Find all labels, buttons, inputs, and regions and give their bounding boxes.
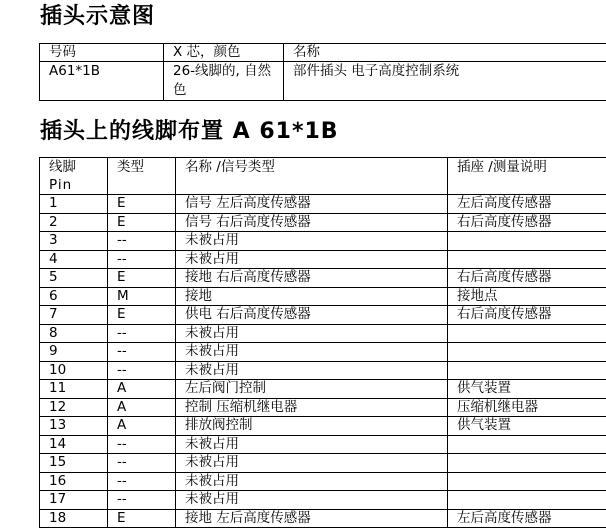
- pin-row: [40, 250, 606, 269]
- cell-name-signal: 排放阀控制: [176, 417, 448, 436]
- cell-type: --: [108, 454, 176, 473]
- header-pin: [40, 158, 108, 195]
- pin-row: [40, 269, 606, 288]
- cell-socket: 供气装置: [448, 380, 606, 399]
- connector-info-table: [39, 43, 606, 101]
- cell-name-signal: 未被占用: [176, 361, 448, 380]
- cell-pin: 4: [40, 250, 108, 269]
- cell-name-signal: 未被占用: [176, 454, 448, 473]
- cell-pin: 2: [40, 213, 108, 232]
- pin-row: [40, 417, 606, 436]
- header-name: 名称: [284, 44, 606, 62]
- cell-name-signal: 供电 右后高度传感器: [176, 306, 448, 325]
- cell-name-signal: 左后阀门控制: [176, 380, 448, 399]
- pin-row: [40, 361, 606, 380]
- cell-pin: 14: [40, 435, 108, 454]
- cell-socket: [448, 454, 606, 473]
- cell-name-signal: 未被占用: [176, 491, 448, 510]
- cell-pin: 12: [40, 398, 108, 417]
- cell-name-signal: 控制 压缩机继电器: [176, 398, 448, 417]
- cell-type: --: [108, 435, 176, 454]
- cell-socket: [448, 435, 606, 454]
- section-title: 插头上的线脚布置 A 61*1B: [40, 118, 339, 146]
- cell-socket: [448, 361, 606, 380]
- pin-row: [40, 380, 606, 399]
- cell-socket: 右后高度传感器: [448, 213, 606, 232]
- cell-type: --: [108, 324, 176, 343]
- cell-name-signal: 未被占用: [176, 324, 448, 343]
- cell-name-signal: 信号 左后高度传感器: [176, 195, 448, 214]
- pin-row: [40, 472, 606, 491]
- header-pin-sublabel: Pin: [49, 177, 72, 193]
- header-number: 号码: [40, 44, 164, 62]
- cell-type: --: [108, 250, 176, 269]
- pin-row: [40, 232, 606, 251]
- cell-socket: [448, 491, 606, 510]
- header-socket-measurement: 插座 /测量说明: [448, 158, 606, 195]
- cell-type: E: [108, 195, 176, 214]
- pin-row: [40, 491, 606, 510]
- cell-pin: 3: [40, 232, 108, 251]
- cell-number: A61*1B: [40, 62, 164, 101]
- cell-name-signal: 信号 右后高度传感器: [176, 213, 448, 232]
- cell-type: M: [108, 287, 176, 306]
- cell-pin: 8: [40, 324, 108, 343]
- cell-type: --: [108, 472, 176, 491]
- cell-name-signal: 未被占用: [176, 250, 448, 269]
- pin-row: [40, 435, 606, 454]
- cell-name-signal: 未被占用: [176, 343, 448, 362]
- header-cores-color: X 芯，颜色: [164, 44, 284, 62]
- cell-name-signal: 接地 左后高度传感器: [176, 509, 448, 528]
- cell-type: A: [108, 380, 176, 399]
- cell-pin: 11: [40, 380, 108, 399]
- cell-type: E: [108, 213, 176, 232]
- cell-pin: 9: [40, 343, 108, 362]
- cell-socket: [448, 343, 606, 362]
- cell-type: A: [108, 417, 176, 436]
- cell-socket: 接地点: [448, 287, 606, 306]
- pin-row: [40, 287, 606, 306]
- cell-name-signal: 接地: [176, 287, 448, 306]
- header-name-signal: 名称 /信号类型: [176, 158, 448, 195]
- cell-type: --: [108, 343, 176, 362]
- cell-pin: 10: [40, 361, 108, 380]
- cell-name-signal: 未被占用: [176, 232, 448, 251]
- cell-pin: 15: [40, 454, 108, 473]
- header-pin-label: 线脚: [49, 159, 76, 175]
- cell-type: E: [108, 509, 176, 528]
- cell-pin: 1: [40, 195, 108, 214]
- cell-type: A: [108, 398, 176, 417]
- cell-pin: 6: [40, 287, 108, 306]
- page-title: 插头示意图: [40, 4, 155, 30]
- cell-name-signal: 未被占用: [176, 472, 448, 491]
- cell-name-signal: 接地 右后高度传感器: [176, 269, 448, 288]
- cell-pin: 18: [40, 509, 108, 528]
- pin-row: [40, 324, 606, 343]
- pin-row: [40, 306, 606, 325]
- table-row: [40, 62, 606, 101]
- header-type: 类型: [108, 158, 176, 195]
- cell-socket: 供气装置: [448, 417, 606, 436]
- cell-type: --: [108, 361, 176, 380]
- cell-pin: 17: [40, 491, 108, 510]
- cell-socket: [448, 472, 606, 491]
- pin-row: [40, 398, 606, 417]
- cell-cores-color: 26-线脚的, 自然色: [164, 62, 284, 101]
- cell-type: --: [108, 491, 176, 510]
- cell-pin: 13: [40, 417, 108, 436]
- cell-pin: 7: [40, 306, 108, 325]
- pin-row: [40, 454, 606, 473]
- cell-pin: 16: [40, 472, 108, 491]
- pin-row: [40, 343, 606, 362]
- cell-pin: 5: [40, 269, 108, 288]
- cell-type: E: [108, 269, 176, 288]
- cell-socket: 右后高度传感器: [448, 306, 606, 325]
- cell-socket: 左后高度传感器: [448, 195, 606, 214]
- cell-type: --: [108, 232, 176, 251]
- pin-assignment-table: [39, 157, 606, 528]
- cell-socket: [448, 250, 606, 269]
- cell-socket: [448, 324, 606, 343]
- cell-socket: 右后高度传感器: [448, 269, 606, 288]
- table-header-row: [40, 44, 606, 62]
- cell-type: E: [108, 306, 176, 325]
- cell-socket: [448, 232, 606, 251]
- pin-row: [40, 195, 606, 214]
- table-header-row: [40, 158, 606, 195]
- cell-name-signal: 未被占用: [176, 435, 448, 454]
- pin-row: [40, 509, 606, 528]
- pin-row: [40, 213, 606, 232]
- cell-socket: 压缩机继电器: [448, 398, 606, 417]
- cell-name: 部件插头 电子高度控制系统: [284, 62, 606, 101]
- cell-socket: 左后高度传感器: [448, 509, 606, 528]
